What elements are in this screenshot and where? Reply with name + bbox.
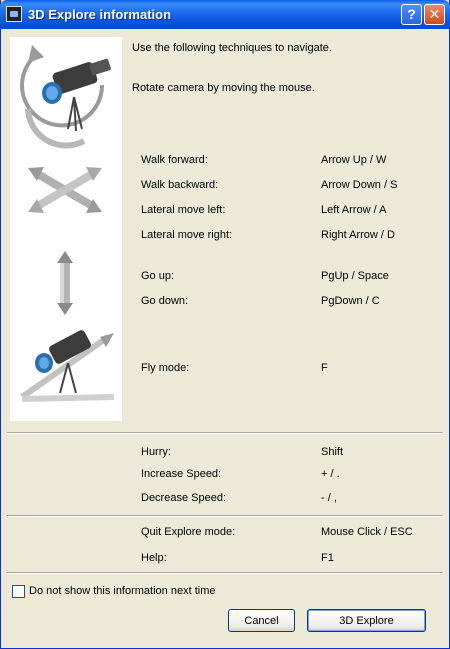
dont-show-label[interactable]: Do not show this information next time — [29, 585, 216, 597]
dont-show-checkbox[interactable] — [12, 585, 25, 598]
control-action: Lateral move left: — [141, 204, 226, 216]
control-action: Help: — [141, 552, 167, 564]
camera-rotate-icon — [22, 45, 111, 146]
control-action: Quit Explore mode: — [141, 526, 236, 538]
intro-line-2: Rotate camera by moving the mouse. — [132, 82, 315, 94]
separator — [7, 432, 443, 434]
window-title: 3D Explore information — [28, 7, 172, 22]
control-action: Decrease Speed: — [141, 492, 226, 504]
control-key: Arrow Up / W — [321, 154, 387, 166]
control-key: PgUp / Space — [321, 270, 389, 282]
app-icon — [6, 6, 22, 22]
control-key: + / . — [321, 468, 340, 480]
control-action: Fly mode: — [141, 362, 190, 374]
control-action: Increase Speed: — [141, 468, 222, 480]
control-key: F — [321, 362, 328, 374]
move-cross-arrows-icon — [28, 167, 102, 213]
intro-line-1: Use the following techniques to navigate. — [132, 42, 332, 54]
title-bar[interactable] — [0, 0, 450, 29]
separator — [7, 515, 443, 517]
vertical-arrow-icon — [57, 251, 73, 315]
control-key: F1 — [321, 552, 334, 564]
illustration-panel — [10, 37, 122, 421]
control-key: Left Arrow / A — [321, 204, 387, 216]
separator — [7, 572, 443, 574]
control-key: Shift — [321, 446, 344, 458]
control-key: Arrow Down / S — [321, 179, 398, 191]
camera-fly-icon — [22, 329, 114, 399]
control-key: Mouse Click / ESC — [321, 526, 413, 538]
cancel-button[interactable]: Cancel — [228, 609, 295, 632]
3d-explore-button[interactable]: 3D Explore — [307, 609, 426, 632]
control-key: Right Arrow / D — [321, 229, 395, 241]
control-action: Go up: — [141, 270, 175, 282]
control-key: PgDown / C — [321, 295, 380, 307]
control-key: - / , — [321, 492, 337, 504]
help-button[interactable]: ? — [401, 4, 422, 25]
control-action: Walk forward: — [141, 154, 208, 166]
control-action: Go down: — [141, 295, 189, 307]
close-button[interactable]: ✕ — [424, 4, 445, 25]
control-action: Walk backward: — [141, 179, 219, 191]
control-action: Lateral move right: — [141, 229, 233, 241]
control-action: Hurry: — [141, 446, 171, 458]
